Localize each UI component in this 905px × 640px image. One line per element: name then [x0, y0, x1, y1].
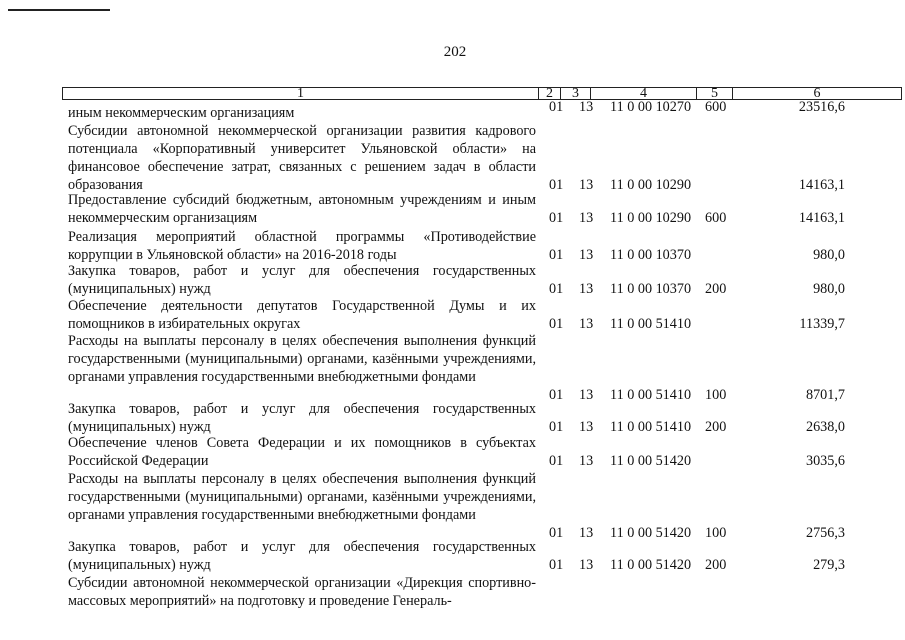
row-subsection: 13 — [579, 316, 594, 332]
row-amount: 11339,7 — [799, 316, 845, 332]
page-number: 202 — [443, 44, 467, 60]
table-row — [0, 122, 905, 194]
row-name: Субсидии автономной некоммерческой организации «Дирекция спортивно-массовых мероприятий» на подготовку и проведение Генераль- — [68, 575, 536, 609]
table-row — [0, 332, 905, 404]
row-amount: 279,3 — [813, 557, 845, 573]
table-header — [62, 87, 902, 100]
row-expense-type: 200 — [705, 557, 727, 573]
row-target-code: 11 0 00 10290 — [610, 210, 692, 226]
column-header-6: 6 — [813, 86, 821, 101]
table-row — [0, 434, 905, 470]
row-amount: 8701,7 — [805, 387, 845, 403]
row-amount: 2638,0 — [805, 419, 845, 435]
row-amount: 3035,6 — [805, 453, 845, 469]
table-row — [0, 470, 905, 542]
row-section: 01 — [549, 419, 564, 435]
table-row — [0, 228, 905, 264]
row-target-code: 11 0 00 51410 — [610, 419, 692, 435]
row-section: 01 — [549, 453, 564, 469]
row-expense-type: 600 — [705, 210, 727, 226]
table-row — [0, 99, 905, 121]
row-subsection: 13 — [579, 210, 594, 226]
row-target-code: 11 0 00 51410 — [610, 316, 692, 332]
row-name: Расходы на выплаты персоналу в целях обеспечения выполнения функций государственными (муниципальными) органами, казёнными учреждениями, органами управления государственными внебюджетными фондами — [68, 471, 536, 523]
column-header-2: 2 — [539, 88, 561, 99]
row-amount: 14163,1 — [798, 177, 845, 193]
row-subsection: 13 — [579, 419, 594, 435]
row-amount: 23516,6 — [798, 99, 845, 115]
row-name: Закупка товаров, работ и услуг для обеспечения государственных (муниципальных) нужд — [68, 539, 536, 573]
row-section: 01 — [549, 247, 564, 263]
row-section: 01 — [549, 99, 564, 115]
row-target-code: 11 0 00 10370 — [610, 247, 692, 263]
row-section: 01 — [549, 387, 564, 403]
row-subsection: 13 — [579, 281, 594, 297]
table-row — [0, 262, 905, 298]
row-target-code: 11 0 00 51410 — [610, 387, 692, 403]
row-subsection: 13 — [579, 247, 594, 263]
row-subsection: 13 — [579, 453, 594, 469]
row-subsection: 13 — [579, 387, 594, 403]
row-section: 01 — [549, 525, 564, 541]
table-row — [0, 538, 905, 574]
row-name: Предоставление субсидий бюджетным, автономным учреждениям и иным некоммерческим организациям — [68, 192, 536, 226]
row-target-code: 11 0 00 10270 — [610, 99, 692, 115]
row-name: Закупка товаров, работ и услуг для обеспечения государственных (муниципальных) нужд — [68, 401, 536, 435]
row-section: 01 — [549, 281, 564, 297]
table-row — [0, 400, 905, 436]
row-section: 01 — [549, 177, 564, 193]
row-section: 01 — [549, 210, 564, 226]
table-row — [0, 574, 905, 610]
row-subsection: 13 — [579, 99, 594, 115]
column-header-4: 4 — [591, 88, 697, 99]
row-target-code: 11 0 00 10290 — [610, 177, 692, 193]
column-header-5: 5 — [697, 88, 733, 99]
row-section: 01 — [549, 557, 564, 573]
top-rule — [8, 9, 110, 11]
row-subsection: 13 — [579, 525, 594, 541]
row-amount: 2756,3 — [805, 525, 845, 541]
row-name: Обеспечение деятельности депутатов Государственной Думы и их помощников в избирательных округах — [68, 298, 536, 332]
row-amount: 14163,1 — [798, 210, 845, 226]
column-header-3: 3 — [561, 88, 591, 99]
row-target-code: 11 0 00 10370 — [610, 281, 692, 297]
row-amount: 980,0 — [813, 247, 845, 263]
row-target-code: 11 0 00 51420 — [610, 525, 692, 541]
row-target-code: 11 0 00 51420 — [610, 557, 692, 573]
row-expense-type: 100 — [705, 387, 727, 403]
table-row — [0, 191, 905, 227]
table-row — [0, 297, 905, 333]
row-section: 01 — [549, 316, 564, 332]
row-name: Закупка товаров, работ и услуг для обеспечения государственных (муниципальных) нужд — [68, 263, 536, 297]
row-expense-type: 200 — [705, 419, 727, 435]
row-name: Расходы на выплаты персоналу в целях обеспечения выполнения функций государственными (муниципальными) органами, казёнными учреждениями, органами управления государственными внебюджетными фондами — [68, 333, 536, 385]
row-expense-type: 200 — [705, 281, 727, 297]
row-expense-type: 600 — [705, 99, 727, 115]
row-subsection: 13 — [579, 557, 594, 573]
row-expense-type: 100 — [705, 525, 727, 541]
row-subsection: 13 — [579, 177, 594, 193]
row-name: Реализация мероприятий областной программы «Противодействие коррупции в Ульяновской области» на 2016-2018 годы — [68, 229, 536, 263]
row-target-code: 11 0 00 51420 — [610, 453, 692, 469]
row-name: иным некоммерческим организациям — [68, 105, 295, 121]
row-name: Обеспечение членов Совета Федерации и их помощников в субъектах Российской Федерации — [68, 435, 536, 469]
row-amount: 980,0 — [813, 281, 845, 297]
column-header-1: 1 — [63, 88, 539, 99]
row-name: Субсидии автономной некоммерческой организации развития кадрового потенциала «Корпоративный университет Ульяновской области» на финансовое обеспечение затрат, связанных с решением задач в области образования — [68, 123, 536, 193]
